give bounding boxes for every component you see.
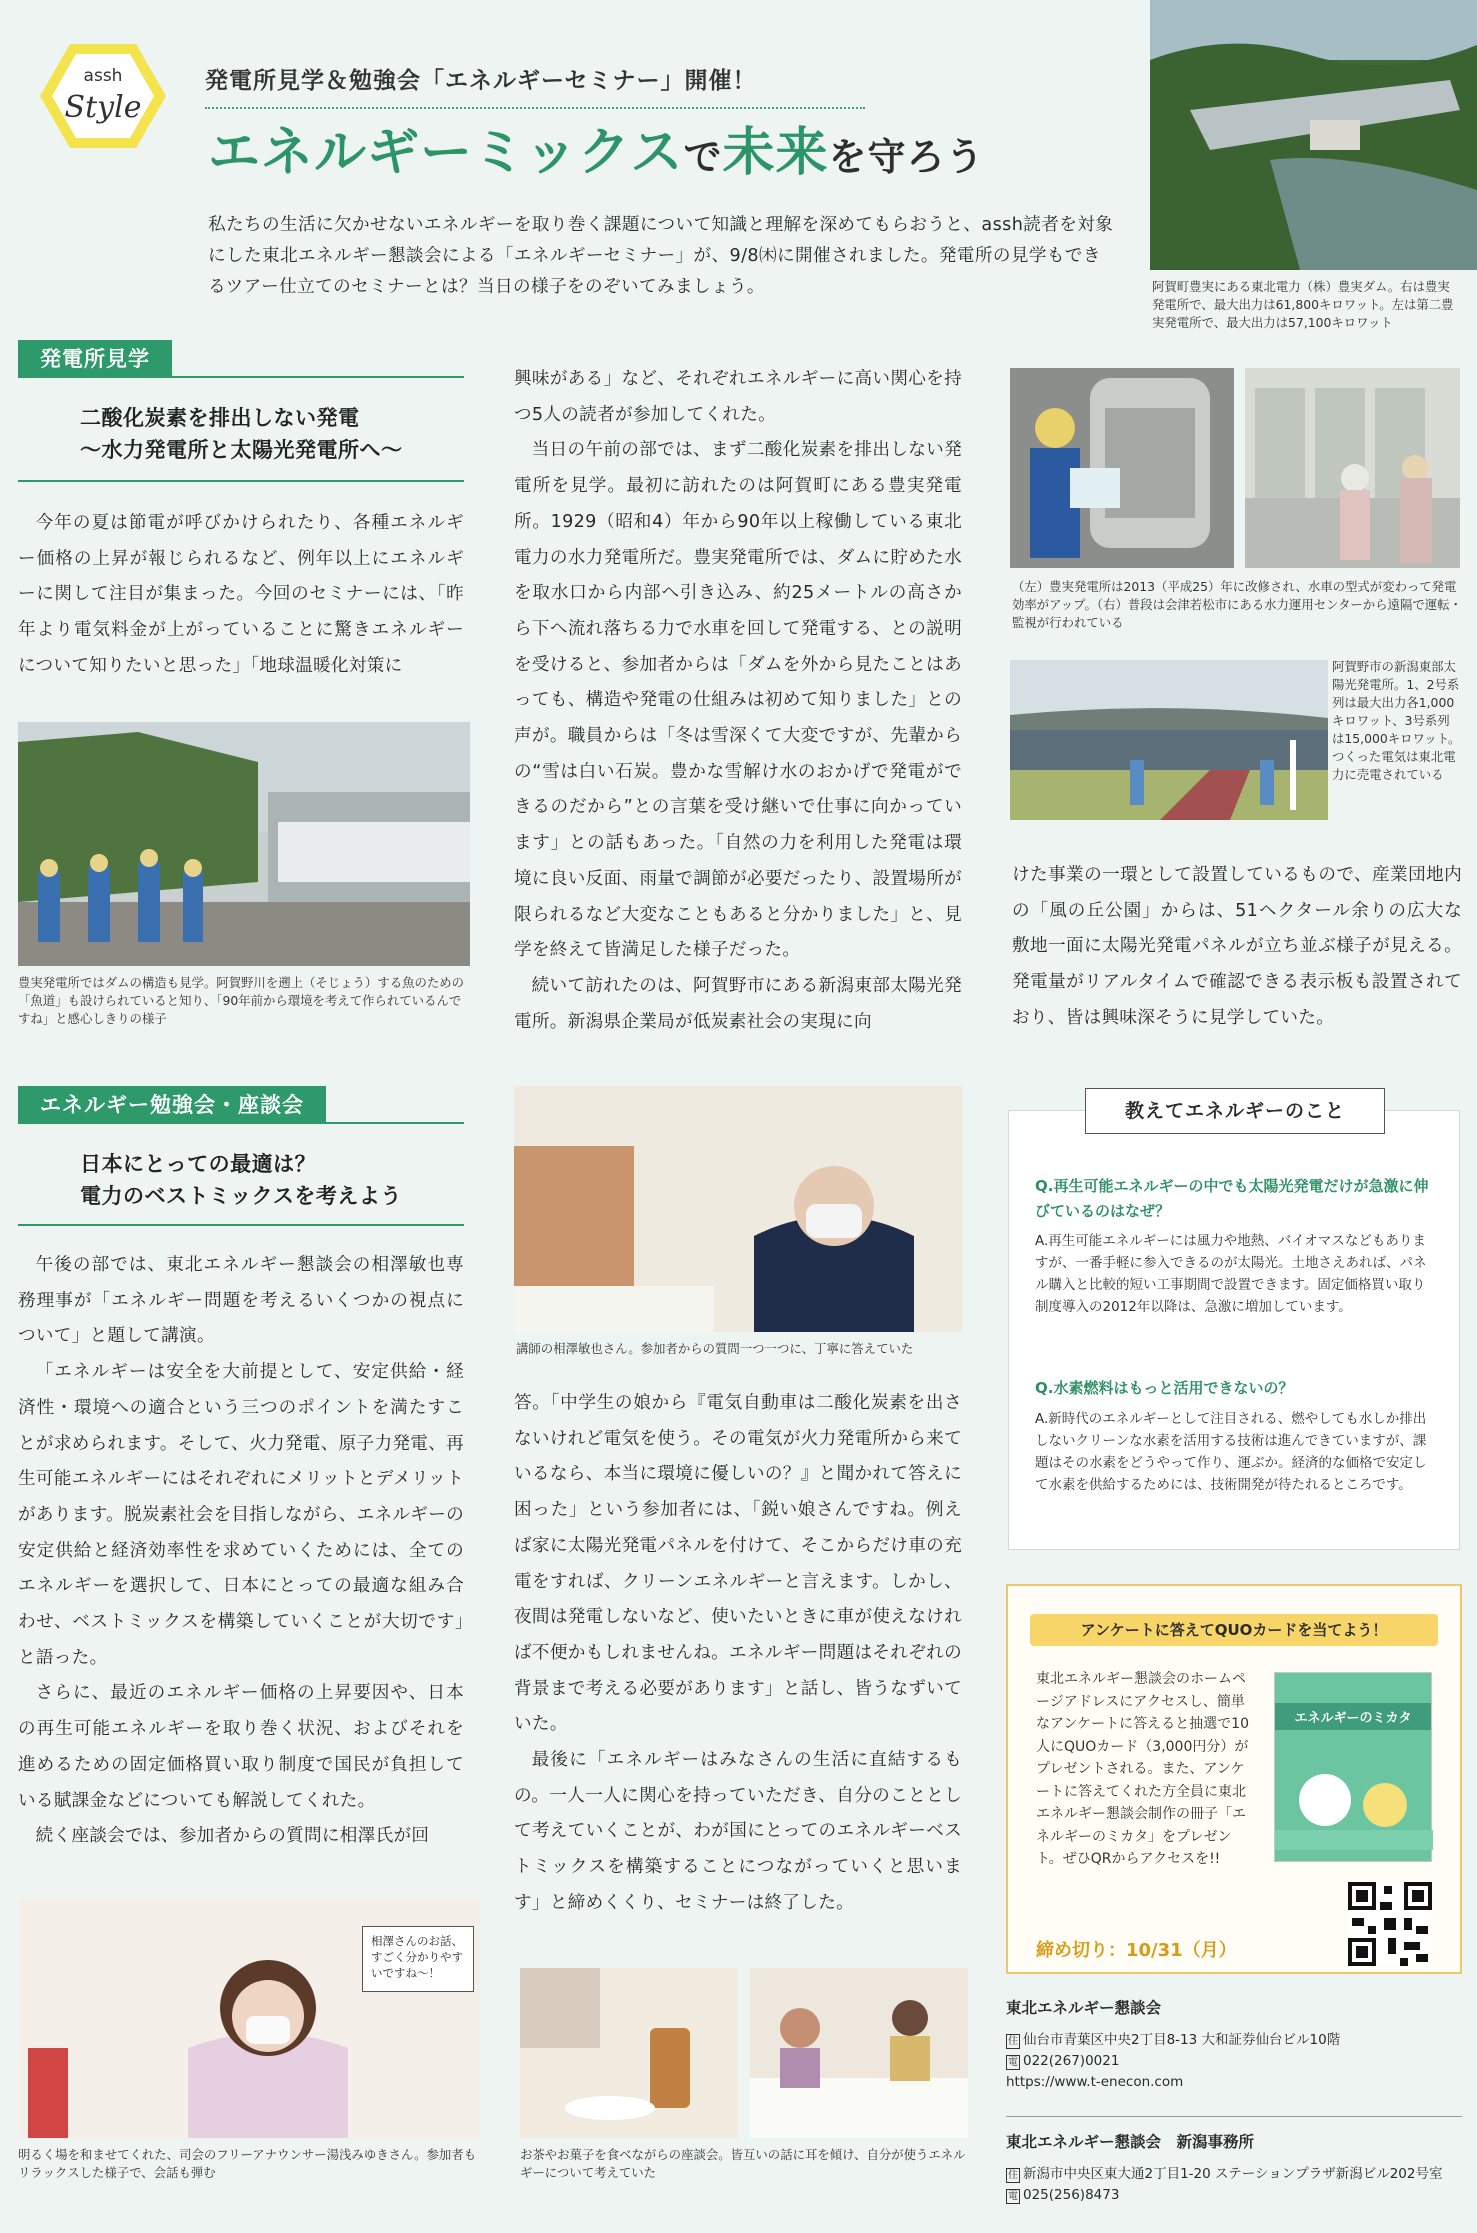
section1-header bbox=[18, 340, 464, 378]
section2-tab: エネルギー勉強会・座談会 bbox=[18, 1086, 326, 1124]
lecturer-caption: 講師の相澤敏也さん。参加者からの質問一つ一つに、丁寧に答えていた bbox=[516, 1341, 914, 1356]
phone-icon: 電 bbox=[1008, 2057, 1018, 2068]
col1-section2-text: 午後の部では、東北エネルギー懇談会の相澤敏也専務理事が「エネルギー問題を考えるいくつかの視点について」と題して講演。 「エネルギーは安全を大前提として、安定供給・経済性・環境への適合という三つのポイントを満たすことが求められます。そして、火力発電、原子力発電、再生可能エネルギーにはそれぞれにメリットとデメリットがあります。脱炭素社会を目指しながら、エネルギーの安定供給と経済効率性を求めていくためには、全てのエネルギーを選択して、日本にとっての最適な組み合わせ、ベストミックスを構築していくことが大切です」と語った。 さらに、最近のエネルギー価格の上昇要因や、日本の再生可能エネルギーを取り巻く状況、およびそれを進めるための固定価格買い取り制度で国民が負担している賦課金などについても解説してくれた。 続く座談会では、参加者からの質問に相澤氏が回 bbox=[18, 1255, 464, 1847]
section2-header bbox=[18, 1086, 464, 1124]
enquete-text: 東北エネルギー懇談会のホームページアドレスにアクセスし、簡単なアンケートに答えると抽選で10人にQUOカード（3,000円分）がプレゼントされる。また、アンケートに答えてくれた方全員に東北エネルギー懇談会制作の冊子「エネルギーのミカタ」をプレゼント。ぜひQRからアクセスを!! bbox=[1036, 1671, 1249, 1867]
machine-caption: （左）豊実発電所は2013（平成25）年に改修され、水車の型式が変わって発電効率がアップ。（右）普段は会津若松市にある水力運用センターから遠隔で運転・監視が行われている bbox=[1012, 579, 1462, 630]
org1-address: 仙台市青葉区中央2丁目8-13 大和証券仙台ビル10階 bbox=[1023, 2032, 1341, 2048]
deadline: 締め切り：10/31（月） bbox=[1036, 1940, 1237, 1961]
address-icon: 住 bbox=[1008, 2036, 1018, 2047]
turbine-photo bbox=[1010, 368, 1234, 568]
section2-divider bbox=[18, 1224, 464, 1226]
dam-visit-photo bbox=[18, 722, 470, 966]
qa-a1: A.再生可能エネルギーには風力や地熱、バイオマスなどもありますが、一番手軽に参入できるのが太陽光。土地さえあれば、パネル購入と比較的短い工事期間で設置できます。固定価格買い取り制度導入の2012年以降は、急激に増加しています。 bbox=[1035, 1233, 1427, 1315]
org1-url-link[interactable]: https://www.t-enecon.com bbox=[1006, 2074, 1184, 2090]
lecturer-photo bbox=[514, 1086, 962, 1332]
org1-block bbox=[1006, 1996, 1462, 2093]
section1-subtitle: 二酸化炭素を排出しない発電 〜水力発電所と太陽光発電所へ〜 bbox=[80, 406, 403, 462]
section1-divider bbox=[18, 480, 464, 482]
org2-address: 新潟市中央区東大通2丁目1-20 ステーションプラザ新潟ビル202号室 bbox=[1023, 2166, 1443, 2182]
qa-title: 教えてエネルギーのこと bbox=[1085, 1088, 1385, 1134]
qa-q1: Q.再生可能エネルギーの中でも太陽光発電だけが急激に伸びているのはなぜ？ bbox=[1035, 1177, 1429, 1220]
qa-a2: A.新時代のエネルギーとして注目される、燃やしても水しか排出しないクリーンな水素を活用する技術は進んできていますが、課題はその水素をどうやって作り、運ぶか。経済的な価格で安定して水素を供給するためには、技術開発が待たれるところです。 bbox=[1035, 1411, 1427, 1493]
org2-name: 東北エネルギー懇談会 新潟事務所 bbox=[1006, 2133, 1255, 2151]
intro-text: 私たちの生活に欠かせないエネルギーを取り巻く課題について知識と理解を深めてもらおうと、assh読者を対象にした東北エネルギー懇談会による「エネルギーセミナー」が、9/8㈭に開催されました。発電所の見学もできるツアー仕立てのセミナーとは？当日の様子をのぞいてみましょう。 bbox=[208, 215, 1114, 297]
tea-caption: お茶やお菓子を食べながらの座談会。皆互いの話に耳を傾け、自分が使うエネルギーについて考えていた bbox=[520, 2147, 966, 2180]
org2-tel: 025(256)8473 bbox=[1023, 2187, 1120, 2203]
section1-tab: 発電所見学 bbox=[18, 340, 172, 378]
mc-caption: 明るく場を和ませてくれた、司会のフリーアナウンサー湯浅みゆきさん。参加者もリラックスした様子で、会話も弾む bbox=[18, 2147, 477, 2180]
assh-style-logo: assh Style bbox=[38, 40, 168, 152]
solar-plant-photo bbox=[1010, 660, 1328, 820]
speech-bubble: 相澤さんのお話、すごく分かりやすいですね〜！ bbox=[362, 1926, 474, 1992]
section2-subtitle: 日本にとっての最適は？ 電力のベストミックスを考えよう bbox=[80, 1152, 402, 1208]
phone-icon: 電 bbox=[1008, 2191, 1018, 2202]
org-divider bbox=[1006, 2116, 1462, 2117]
col1-section1-text: 今年の夏は節電が呼びかけられたり、各種エネルギー価格の上昇が報じられるなど、例年以上にエネルギーに関して注目が集まった。今回のセミナーには、「昨年より電気料金が上がっていることに驚きエネルギーについて知りたいと思った」「地球温暖化対策に bbox=[18, 513, 464, 676]
solar-caption: 阿賀野市の新潟東部太陽光発電所。1、2号系列は最大出力各1,000キロワット、3号系列は15,000キロワット。つくった電気は東北電力に売電されている bbox=[1332, 659, 1461, 782]
col2-section2-text: 答。「中学生の娘から『電気自動車は二酸化炭素を出さないけれど電気を使う。その電気が火力発電所から来ているなら、本当に環境に優しいの？』と聞かれて答えに困った」という参加者には、「鋭い娘さんですね。例えば家に太陽光発電パネルを付けて、そこからだけ車の充電をすれば、クリーンエネルギーと言えます。しかし、夜間は発電しないなど、使いたいときに車が使えなければ不便かもしれませんね。エネルギー問題はそれぞれの背景まで考える必要があります」と話し、皆うなずいていた。 最後に「エネルギーはみなさんの生活に直結するもの。一人一人に関心を持っていただき、自分のこととして考えていくことが、わが国にとってのエネルギーベストミックスを構築することにつながっていくと思います」と締めくくり、セミナーは終了した。 bbox=[514, 1393, 962, 1913]
tea-photo-right bbox=[750, 1968, 968, 2138]
org1-name: 東北エネルギー懇談会 bbox=[1006, 1999, 1162, 2017]
org1-tel: 022(267)0021 bbox=[1023, 2053, 1120, 2069]
qa-q2: Q.水素燃料はもっと活用できないの？ bbox=[1035, 1379, 1294, 1397]
tea-photo-left bbox=[520, 1968, 738, 2138]
kicker: 発電所見学＆勉強会「エネルギーセミナー」開催！ bbox=[205, 62, 865, 109]
org2-block bbox=[1006, 2130, 1462, 2206]
enquete-title: アンケートに答えてQUOカードを当てよう！ bbox=[1030, 1614, 1438, 1646]
headline: エネルギーミックスで未来を守ろう bbox=[208, 123, 985, 183]
dam-visit-caption: 豊実発電所ではダムの構造も見学。阿賀野川を遡上（そじょう）する魚のための「魚道」も設けられていると知り、「90年前から環境を考えて作られているんですね」と感心しきりの様子 bbox=[18, 975, 465, 1026]
col3-section1-text: けた事業の一環として設置しているもので、産業団地内の「風の丘公園」からは、51ヘクタール余りの広大な敷地一面に太陽光発電パネルが立ち並ぶ様子が見える。発電量がリアルタイムで確認できる表示板も設置されており、皆は興味深そうに見学していた。 bbox=[1012, 865, 1462, 1028]
dam-aerial-photo bbox=[1150, 0, 1477, 270]
address-icon: 住 bbox=[1008, 2170, 1018, 2181]
dam-caption: 阿賀町豊実にある東北電力（株）豊実ダム。右は豊実発電所で、最大出力は61,800キロワット。左は第二豊実発電所で、最大出力は57,100キロワット bbox=[1152, 279, 1454, 330]
booklet-image: エネルギーのミカタ bbox=[1274, 1672, 1432, 1862]
control-room-photo bbox=[1245, 368, 1460, 568]
col2-section1-text: 興味がある」など、それぞれエネルギーに高い関心を持つ5人の読者が参加してくれた。 当日の午前の部では、まず二酸化炭素を排出しない発電所を見学。最初に訪れたのは阿賀町にある豊実発電所。1929（昭和4）年から90年以上稼働している東北電力の水力発電所だ。豊実発電所では、ダムに貯めた水を取水口から内部へ引き込み、約25メートルの高さから下へ流れ落ちる力で水車を回して発電する、との説明を受けると、参加者からは「ダムを外から見たことはあっても、構造や発電の仕組みは初めて知りました」との声が。職員からは「冬は雪深くて大変ですが、先輩からの“雪は白い石炭。豊かな雪解け水のおかげで発電ができるのだから”との言葉を受け継いで仕事に向かっています」との話もあった。「自然の力を利用した発電は環境に良い反面、雨量で調節が必要だったり、設置場所が限られるなど大変なこともあると分かりました」と、見学を終えて皆満足した様子だった。 続いて訪れたのは、阿賀野市にある新潟東部太陽光発電所。新潟県企業局が低炭素社会の実現に向 bbox=[514, 369, 962, 1032]
qr-code-image[interactable] bbox=[1348, 1882, 1432, 1966]
